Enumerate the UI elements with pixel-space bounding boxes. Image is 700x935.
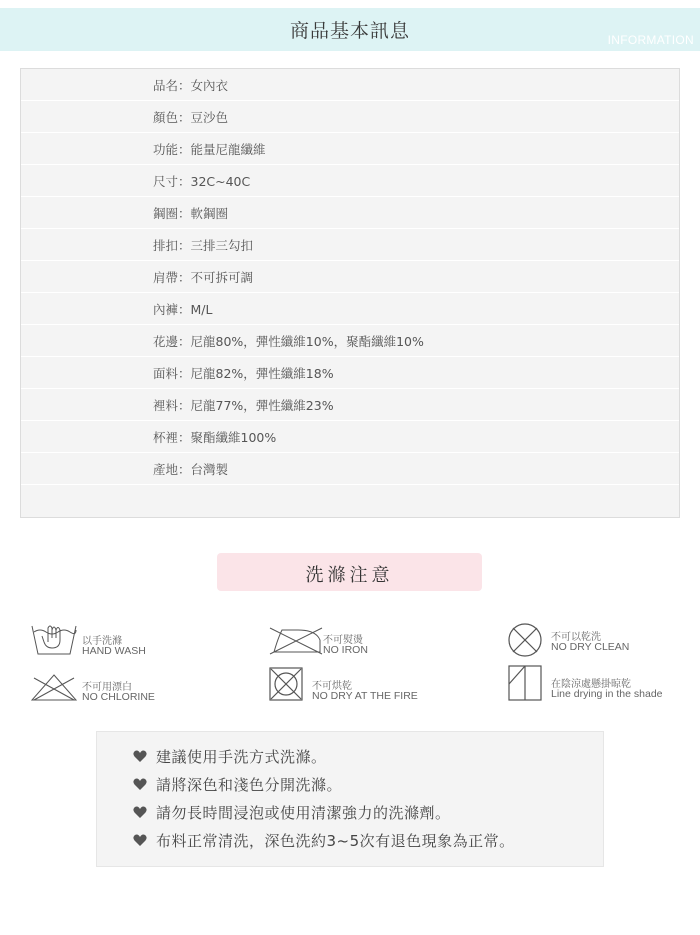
info-row <box>21 453 679 485</box>
info-row <box>21 229 679 261</box>
no-iron-icon <box>268 626 324 656</box>
care-title: 洗滌注意 <box>305 565 394 586</box>
info-row <box>21 293 679 325</box>
care-item-en: HAND WASH <box>82 645 146 657</box>
info-row-text: 尺寸：32C~40C <box>153 173 251 189</box>
info-row-text: 功能：能量尼龍纖維 <box>153 141 266 157</box>
info-row <box>21 325 679 357</box>
heart-icon <box>133 834 147 847</box>
page-subtitle: INFORMATION <box>607 33 694 47</box>
note-item <box>133 774 342 795</box>
heart-icon <box>133 750 147 763</box>
heart-icon <box>133 806 147 819</box>
care-item-zh: 以手洗滌 <box>82 636 122 647</box>
info-row-text: 杯裡：聚酯纖維100% <box>153 429 277 445</box>
info-row-text: 顏色：豆沙色 <box>153 109 229 125</box>
care-item-no-chlorine <box>30 672 200 708</box>
info-row-text: 鋼圈：軟鋼圈 <box>153 205 229 221</box>
info-row <box>21 197 679 229</box>
info-row <box>21 357 679 389</box>
note-item <box>133 802 451 823</box>
care-item-no-tumble-dry <box>268 666 448 706</box>
info-row <box>21 133 679 165</box>
page-title: 商品基本訊息 <box>289 20 410 42</box>
note-item <box>133 746 327 767</box>
note-item <box>133 830 515 851</box>
no-chlorine-icon <box>30 672 78 702</box>
no-tumble-dry-icon <box>268 666 304 702</box>
care-item-no-dry-clean <box>507 622 687 662</box>
care-item-en: NO DRY CLEAN <box>551 641 630 653</box>
care-item-en: Line drying in the shade <box>551 688 663 700</box>
info-row-text: 裡料：尼龍77%，彈性纖維23% <box>153 397 334 413</box>
hand-wash-icon <box>30 618 80 658</box>
info-row <box>21 261 679 293</box>
care-banner <box>217 553 482 591</box>
care-item-zh: 不可用漂白 <box>82 682 132 693</box>
care-item-en: NO CHLORINE <box>82 691 155 703</box>
note-text: 建議使用手洗方式洗滌。 <box>156 748 327 766</box>
info-row <box>21 69 679 101</box>
info-row-text: 排扣：三排三勾扣 <box>153 237 254 253</box>
care-item-hand-wash <box>30 618 200 658</box>
care-item-en: NO IRON <box>323 644 368 656</box>
info-row <box>21 389 679 421</box>
care-item-no-iron <box>268 626 438 662</box>
info-row <box>21 421 679 453</box>
info-row <box>21 165 679 197</box>
info-row-text: 品名：女內衣 <box>153 77 229 93</box>
product-info-table <box>20 68 680 518</box>
care-item-zh: 不可熨燙 <box>323 635 363 646</box>
note-text: 布料正常清洗，深色洗約3~5次有退色現象為正常。 <box>156 832 515 850</box>
heart-icon <box>133 778 147 791</box>
care-notes-box <box>96 731 604 867</box>
care-item-line-dry-shade <box>507 664 687 704</box>
care-item-en: NO DRY AT THE FIRE <box>312 690 418 702</box>
note-text: 請將深色和淺色分開洗滌。 <box>156 776 343 794</box>
info-row-text: 花邊：尼龍80%，彈性纖維10%，聚酯纖維10% <box>153 333 424 349</box>
line-dry-shade-icon <box>507 664 543 702</box>
info-row-text: 面料：尼龍82%，彈性纖維18% <box>153 365 334 381</box>
care-item-zh: 不可烘乾 <box>312 681 352 692</box>
care-item-zh: 在陰涼處懸掛晾乾 <box>551 679 631 690</box>
info-row <box>21 485 679 517</box>
note-text: 請勿長時間浸泡或使用清潔強力的洗滌劑。 <box>156 804 451 822</box>
info-row-text: 內褲：M/L <box>153 301 213 317</box>
no-dry-clean-icon <box>507 622 543 658</box>
title-banner <box>0 8 700 51</box>
info-row <box>21 101 679 133</box>
info-row-text: 產地：台灣製 <box>153 461 229 477</box>
care-item-zh: 不可以乾洗 <box>551 632 601 643</box>
info-row-text: 肩帶：不可拆可調 <box>153 269 254 285</box>
